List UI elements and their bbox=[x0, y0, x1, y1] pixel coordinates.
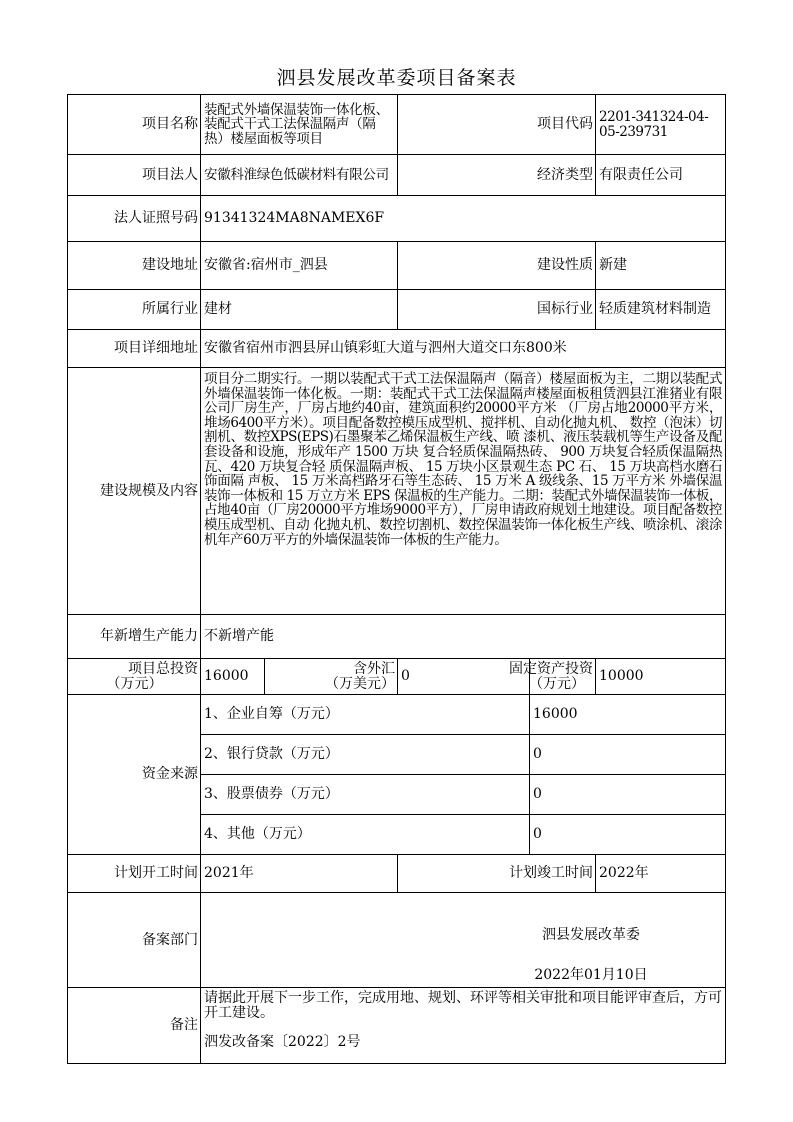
industry-label: 所属行业 bbox=[68, 290, 201, 330]
scale-label: 建设规模及内容 bbox=[68, 368, 201, 615]
economic-type-label: 经济类型 bbox=[398, 155, 596, 196]
dept-label: 备案部门 bbox=[68, 893, 201, 988]
industry-value: 建材 bbox=[201, 290, 398, 330]
address-value: 安徽省宿州市泗县屏山镇彩虹大道与泗州大道交口东800米 bbox=[201, 330, 726, 368]
nature-value: 新建 bbox=[596, 242, 726, 290]
total-invest-value: 16000 bbox=[201, 659, 265, 695]
start-time-value: 2021年 bbox=[201, 855, 398, 893]
national-industry-value: 轻质建筑材料制造 bbox=[596, 290, 726, 330]
license-no-label: 法人证照号码 bbox=[68, 196, 201, 242]
funding-item-label: 2、银行贷款（万元） bbox=[201, 735, 530, 775]
remark-cell bbox=[201, 988, 726, 1064]
end-time-label: 计划竣工时间 bbox=[398, 855, 596, 893]
economic-type-value: 有限责任公司 bbox=[596, 155, 726, 196]
dept-block bbox=[531, 915, 651, 988]
funding-label: 资金来源 bbox=[68, 695, 201, 855]
fixed-label-1: 固定资产投资 bbox=[509, 660, 594, 677]
address-label: 项目详细地址 bbox=[68, 330, 201, 368]
nature-label: 建设性质 bbox=[398, 242, 596, 290]
funding-item-value: 16000 bbox=[530, 695, 726, 735]
project-code-value: 2201-341324-04-05-239731 bbox=[596, 95, 726, 155]
funding-item-label: 1、企业自筹（万元） bbox=[201, 695, 530, 735]
foreign-label-2: （万美元） bbox=[325, 675, 396, 692]
scale-value: 项目分二期实行。一期以装配式干式工法保温隔声（隔音）楼屋面板为主，二期以装配式外墙保温装饰一体化板。一期：装配式干式工法保温隔声楼屋面板租赁泗县江淮猪业有限公司厂房生产，厂房占地约40亩，建筑面积约20000平方米 （厂房占地20000平方米，堆场6400平方米）。项目配备数控模压成型机、搅拌机、自动化抛丸机、 数控（泡沫）切割机、数控XPS(EPS)石墨聚苯乙烯保温板生产线、喷 漆机、液压装载机等生产设备及配套设备和设施，形成年产 1500 万块 复合轻质保温隔热砖、 900 万块复合轻质保温隔热瓦、420 万块复合轻 质保温隔声板、 15 万块小区景观生态 PC 石、 15 万块高档水磨石饰面隔 声板、 15 万米高档路牙石等生态砖、 15 万米 A 级线条、15 万平方米 外墙保温装饰一体板和 15 万立方米 EPS 保温板的生产能力。二期：装配式外墙保温装饰一体板，占地40亩（厂房20000平方堆场9000平方），厂房申请政府规划土地建设。项目配备数控模压成型机、自动 化抛丸机、数控切割机、数控保温装饰一体化板生产线、喷涂机、滚涂机年产60万平方的外墙保温装饰一体板的生产能力。 bbox=[201, 368, 726, 615]
legal-person-label: 项目法人 bbox=[68, 155, 201, 196]
dept-name: 泗县发展改革委 bbox=[542, 927, 640, 943]
fixed-label bbox=[509, 659, 596, 695]
page-title: 泗县发展改革委项目备案表 bbox=[276, 67, 517, 89]
foreign-label-1: 含外汇 bbox=[353, 660, 396, 677]
license-no-value: 91341324MA8NAMEX6F bbox=[201, 196, 726, 242]
funding-item-label: 4、其他（万元） bbox=[201, 815, 530, 855]
remark-text: 请据此开展下一步工作，完成用地、规划、环评等相关审批和项目能评审查后，方可开工建设。 bbox=[204, 990, 722, 1021]
dept-date: 2022年01月10日 bbox=[534, 967, 648, 983]
foreign-label bbox=[265, 659, 398, 695]
record-table bbox=[67, 94, 726, 1064]
dept-cell bbox=[201, 893, 726, 988]
end-time-value: 2022年 bbox=[596, 855, 726, 893]
total-invest-label-2: （万元） bbox=[106, 675, 163, 692]
national-industry-label: 国标行业 bbox=[398, 290, 596, 330]
funding-item-label: 3、股票债券（万元） bbox=[201, 775, 530, 815]
legal-person-value: 安徽科淮绿色低碳材料有限公司 bbox=[201, 155, 398, 196]
fixed-label-2: （万元） bbox=[529, 675, 586, 692]
project-name-label: 项目名称 bbox=[68, 95, 201, 155]
funding-item-value: 0 bbox=[530, 815, 726, 855]
total-invest-label-1: 项目总投资 bbox=[128, 660, 198, 677]
fixed-value: 10000 bbox=[596, 659, 726, 695]
project-code-label: 项目代码 bbox=[398, 95, 596, 155]
remark-label: 备注 bbox=[68, 988, 201, 1064]
funding-item-value: 0 bbox=[530, 775, 726, 815]
start-time-label: 计划开工时间 bbox=[68, 855, 201, 893]
location-label: 建设地址 bbox=[68, 242, 201, 290]
capacity-label: 年新增生产能力 bbox=[68, 615, 201, 659]
project-name-value: 装配式外墙保温装饰一体化板、装配式干式工法保温隔声（隔热）楼屋面板等项目 bbox=[201, 95, 398, 155]
capacity-value: 不新增产能 bbox=[201, 615, 726, 659]
remark-number: 泗发改备案〔2022〕2号 bbox=[204, 1034, 361, 1050]
total-invest-label bbox=[68, 659, 201, 695]
foreign-value: 0 bbox=[398, 659, 530, 695]
funding-item-value: 0 bbox=[530, 735, 726, 775]
location-value: 安徽省:宿州市_泗县 bbox=[201, 242, 398, 290]
